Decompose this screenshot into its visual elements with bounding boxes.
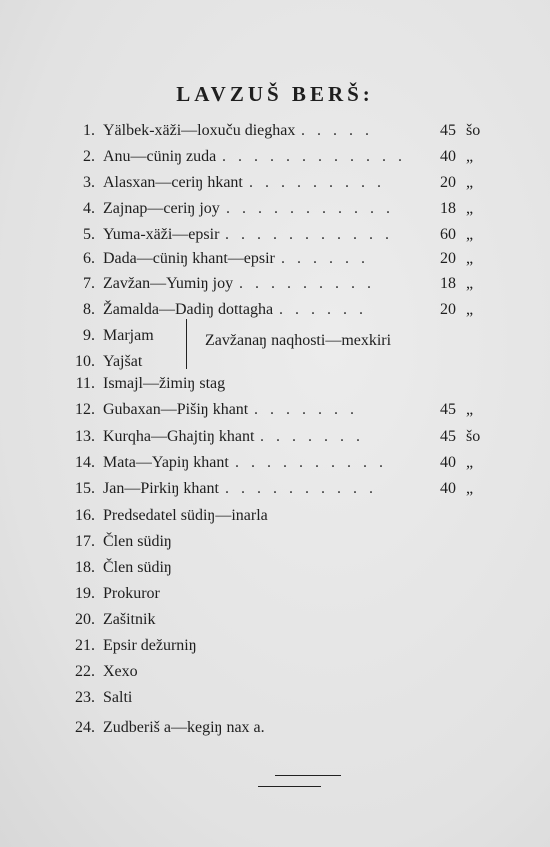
leader-dots: . . . . . .	[281, 250, 369, 267]
item-value: 40	[440, 480, 456, 497]
list-item	[0, 581, 550, 607]
item-value: 60	[440, 226, 456, 243]
list-item	[0, 144, 550, 170]
item-number: 8.	[83, 301, 95, 318]
leader-dots: . . . . . . .	[254, 401, 358, 418]
item-text: Yälbek-xäži—loxuču dieghax	[103, 122, 296, 139]
item-number: 15.	[75, 480, 95, 497]
item-unit: „	[466, 275, 474, 292]
list-item	[0, 450, 550, 476]
item-text: Člen südiŋ	[103, 559, 172, 576]
list-item	[0, 118, 550, 144]
item-number: 20.	[75, 611, 95, 628]
item-number: 9.	[83, 327, 95, 344]
item-unit: „	[466, 301, 474, 318]
list-item	[0, 170, 550, 196]
item-number: 12.	[75, 401, 95, 418]
item-number: 10.	[75, 353, 95, 370]
item-number: 5.	[83, 226, 95, 243]
leader-dots: . . . . . . . . . . .	[225, 226, 393, 243]
item-value: 40	[440, 148, 456, 165]
leader-dots: . . . . . . . . .	[249, 174, 385, 191]
item-value: 45	[440, 428, 456, 445]
item-unit: „	[466, 174, 474, 191]
item-text: Jan—Pirkiŋ khant	[103, 480, 219, 497]
item-text: Zavžan—Yumiŋ joy	[103, 275, 234, 292]
item-text: Mata—Yapiŋ khant	[103, 454, 229, 471]
item-number: 3.	[83, 174, 95, 191]
item-number: 2.	[83, 148, 95, 165]
list-item	[0, 476, 550, 502]
leader-dots: . . . . . . . . . . .	[226, 200, 394, 217]
leader-dots: . . . . . . . . . . . .	[222, 148, 406, 165]
item-value: 18	[440, 275, 456, 292]
item-value: 45	[440, 122, 456, 139]
item-value: 45	[440, 401, 456, 418]
item-text: Zašitnik	[103, 611, 156, 628]
list-item	[0, 297, 550, 323]
list-item	[0, 397, 550, 423]
item-text: Ismajl—žimiŋ stag	[103, 375, 226, 392]
leader-dots: . . . . . . .	[260, 428, 364, 445]
list-item	[0, 607, 550, 633]
item-value: 18	[440, 200, 456, 217]
list-item	[0, 196, 550, 222]
decorative-rule-bottom	[258, 786, 321, 787]
item-number: 16.	[75, 507, 95, 524]
item-number: 24.	[75, 719, 95, 736]
item-number: 14.	[75, 454, 95, 471]
item-value: 20	[440, 174, 456, 191]
list-item	[0, 246, 550, 272]
item-text: Xexo	[103, 663, 138, 680]
item-unit: „	[466, 226, 474, 243]
item-number: 23.	[75, 689, 95, 706]
list-item	[0, 685, 550, 711]
list-item	[0, 633, 550, 659]
item-unit: „	[466, 200, 474, 217]
item-text: Zajnap—ceriŋ joy	[103, 200, 220, 217]
list-item	[0, 529, 550, 555]
list-item	[0, 271, 550, 297]
list-item	[0, 222, 550, 248]
item-unit: „	[466, 250, 474, 267]
page-title: LAVZUŠ BERŠ:	[176, 82, 374, 106]
item-value: 40	[440, 454, 456, 471]
item-unit: „	[466, 148, 474, 165]
brace-label: Zavžanaŋ naqhosti—mexkiri	[205, 332, 392, 349]
brace-bracket	[186, 319, 193, 369]
item-number: 4.	[83, 200, 95, 217]
item-unit: „	[466, 401, 474, 418]
leader-dots: . . . . .	[301, 122, 373, 139]
item-number: 17.	[75, 533, 95, 550]
item-text: Marjam	[103, 327, 154, 344]
item-text: Epsir dežurniŋ	[103, 637, 197, 654]
item-number: 6.	[83, 250, 95, 267]
list-item	[0, 555, 550, 581]
leader-dots: . . . . . . . . . .	[225, 480, 377, 497]
item-text: Člen südiŋ	[103, 533, 172, 550]
list-item	[0, 715, 550, 741]
item-number: 21.	[75, 637, 95, 654]
item-unit: šo	[466, 122, 481, 139]
list-item	[0, 371, 550, 397]
item-text: Alasxan—ceriŋ hkant	[103, 174, 243, 191]
item-unit: „	[466, 454, 474, 471]
item-number: 13.	[75, 428, 95, 445]
item-text: Gubaxan—Pišiŋ khant	[103, 401, 249, 418]
item-value: 20	[440, 301, 456, 318]
item-text: Prokuror	[103, 585, 160, 602]
item-number: 18.	[75, 559, 95, 576]
item-value: 20	[440, 250, 456, 267]
item-text: Kurqha—Ghajtiŋ khant	[103, 428, 255, 445]
list-item	[0, 659, 550, 685]
item-number: 7.	[83, 275, 95, 292]
decorative-rule-top	[275, 775, 341, 776]
item-text: Dada—cüniŋ khant—epsir	[103, 250, 275, 267]
item-text: Zudberiš a—kegiŋ nax a.	[103, 719, 265, 736]
item-number: 19.	[75, 585, 95, 602]
item-text: Predsedatel südiŋ—inarla	[103, 507, 268, 524]
list-item	[0, 503, 550, 529]
item-text: Yajšat	[103, 353, 143, 370]
item-text: Žamalda—Dadiŋ dottagha	[103, 301, 274, 318]
item-number: 22.	[75, 663, 95, 680]
item-text: Salti	[103, 689, 133, 706]
item-text: Yuma-xäži—epsir	[103, 226, 220, 243]
item-number: 11.	[75, 375, 95, 392]
item-unit: „	[466, 480, 474, 497]
leader-dots: . . . . . . . . .	[239, 275, 375, 292]
leader-dots: . . . . . . . . . .	[235, 454, 387, 471]
list-item	[0, 424, 550, 450]
item-text: Anu—cüniŋ zuda	[103, 148, 217, 165]
item-number: 1.	[83, 122, 95, 139]
leader-dots: . . . . . .	[279, 301, 367, 318]
item-unit: šo	[466, 428, 481, 445]
